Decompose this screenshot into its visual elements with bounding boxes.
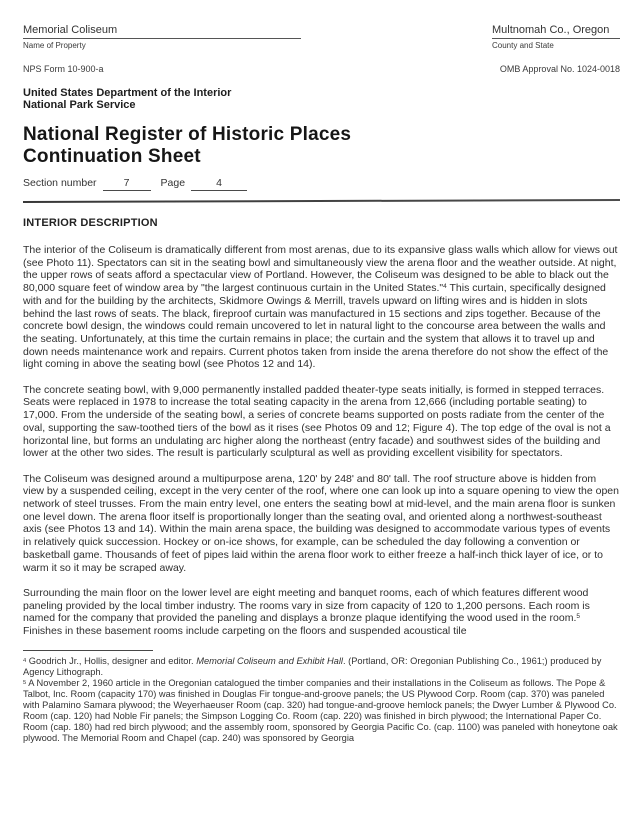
paragraph xyxy=(23,587,620,638)
text-run: The interior of the Coliseum is dramatically different from most arenas, due to its expansive glass walls which allow for views out (see Photo 11). Spectators can sit in the seating bowl and simultaneously view the arena floor and the weather outside. At night, the upper rows of seats afford a spectacular view of Portland. However, the Coliseum was designed to be able to black out the 80,000 square feet of window area by "the largest continuous curtain in the United States." xyxy=(23,244,618,295)
footnote xyxy=(23,656,623,678)
county-state-field xyxy=(492,24,620,51)
section-number-label: Section number xyxy=(23,177,97,189)
property-name-field xyxy=(23,24,301,51)
nps-form-number: NPS Form 10-900-a xyxy=(23,64,104,74)
county-state-label: County and State xyxy=(492,41,554,50)
footnote-divider-rule xyxy=(23,650,153,651)
document-title-line1: National Register of Historic Places xyxy=(23,124,352,145)
paragraph xyxy=(23,473,620,575)
text-run: Finishes in these basement rooms include carpeting on the floors and suspended acoustical tile xyxy=(23,625,467,638)
text-run: The concrete seating bowl, with 9,000 permanently installed padded theater-type seats initially, is formed in stepped terraces. Seats were replaced in 1978 to increase the total seating capacity in the arena from 12,666 (including portable seating) to 17,000. From the underside of the seating bowl, a series of concrete beams supported on posts radiate from the center of the oval, supporting the saw-toothed tiers of the bowl as it rises (see Photos 09 and 12; Figure 4). The top edge of the oval is not a horizontal line, but forms an undulating arc higher along the northeast (entry facade) and southwest sides of the building and lower at the other two sides. The result is particularly sculptural as well as providing excellent visibility for spectators. xyxy=(23,383,611,460)
section-number-row xyxy=(23,177,620,191)
footnote xyxy=(23,678,623,744)
text-run: This curtain, specifically designed with and for the building by the architects, Skidmore Owings & Merrill, travels upward on lifting wires and is hidden in slots behind the last rows of seats. The black, fireproof curtain was manufactured in 15 sections and zips together. Because of the concrete bowl design, the windows could remain uncovered to let in natural light to the concourse area between the walls and the seating. Unfortunately, at this time the curtain remains in place; the curtain and the system that allows it to travel up and down needs maintenance work and repairs. Current photos taken from inside the arena therefore do not show the effect of the light coming in above the seating bowl (see Photos 12 and 14). xyxy=(23,282,609,371)
footnote-marker: 4 xyxy=(443,283,447,291)
text-run: A November 2, 1960 article in the Oregonian catalogued the timber companies and their installations in the Coliseum as follows. The Pope & Talbot, Inc. Room (capacity 170) was finished in Douglas Fir tongue-and-groove panels; the US Plywood Corp. Room (cap. 370) was paneled with Palamino Samara plywood; the Weyerhaeuser Room (cap. 320) had tongue-and-groove hemlock panels; the Dwyer Lumber & Plywood Co. Room (cap. 120) had Noble Fir panels; the Simpson Logging Co. Room (cap. 220) was finished in birch plywood; the International Paper Co. Room (cap. 180) had red birch plywood; and the assembly room, sponsored by Georgia Pacific Co. (cap. 1100) was paneled with honeytone oak plywood. The Memorial Room and Chapel (cap. 240) was sponsored by Georgia xyxy=(23,678,618,744)
footnotes xyxy=(23,656,623,744)
body-paragraphs xyxy=(23,244,620,638)
paragraph xyxy=(23,384,620,460)
text-run: Surrounding the main floor on the lower level are eight meeting and banquet rooms, each of which features different wood paneling provided by the local timber industry. The rooms vary in size from capacity of 120 to 1,200 persons. Each room is named for the company that provided the paneling and displays a bronze plaque identifying the wood used in the room. xyxy=(23,586,590,625)
paragraph xyxy=(23,244,620,371)
document-title xyxy=(23,124,620,167)
footnote-marker: 5 xyxy=(23,679,27,686)
property-name-label: Name of Property xyxy=(23,41,86,50)
page-number-value: 4 xyxy=(191,177,247,191)
text-run: The Coliseum was designed around a multipurpose arena, 120' by 248' and 80' tall. The roof structure above is hidden from view by a suspended ceiling, except in the very center of the roof, where one can look up into a square opening to view the open network of steel trusses. From the main entry level, one enters the seating bowl at mid-level, and the main arena floor is sunken one level down. The arena floor itself is proportionally longer than the seating oval, and oriented along a northwest-southeast axis (see Photos 13 and 14). Within the main arena space, the building was designed to accommodate various types of events in relatively quick succession. Hockey or on-ice shows, for example, can be scheduled the day following a convention or basketball game. Thousands of feet of pipes laid within the arena floor work to either freeze a half-inch thick layer of ice, or to warm it so it may be scraped away. xyxy=(23,472,619,574)
property-name-value: Memorial Coliseum xyxy=(23,24,301,39)
italic-text: Memorial Coliseum and Exhibit Hall xyxy=(196,656,343,667)
footnote-marker: 4 xyxy=(23,657,27,664)
section-number-value: 7 xyxy=(103,177,151,191)
header-divider-rule xyxy=(23,199,620,203)
page-label: Page xyxy=(160,177,186,189)
omb-approval-number: OMB Approval No. 1024-0018 xyxy=(499,64,620,74)
document-title-line2: Continuation Sheet xyxy=(23,145,201,167)
agency-department: United States Department of the Interior xyxy=(23,87,232,99)
form-number-row xyxy=(23,64,620,74)
text-run: . (Portland, OR: Oregonian Publishing Co., 1961;) produced by Agency Lithograph. xyxy=(23,656,602,678)
property-header-row xyxy=(23,24,620,51)
agency-service: National Park Service xyxy=(23,98,136,111)
text-run: Goodrich Jr., Hollis, designer and editor. xyxy=(26,656,197,667)
county-state-value: Multnomah Co., Oregon xyxy=(492,24,620,39)
footnote-marker: 5 xyxy=(576,613,580,621)
agency-block xyxy=(23,88,620,111)
section-heading: INTERIOR DESCRIPTION xyxy=(23,217,158,229)
